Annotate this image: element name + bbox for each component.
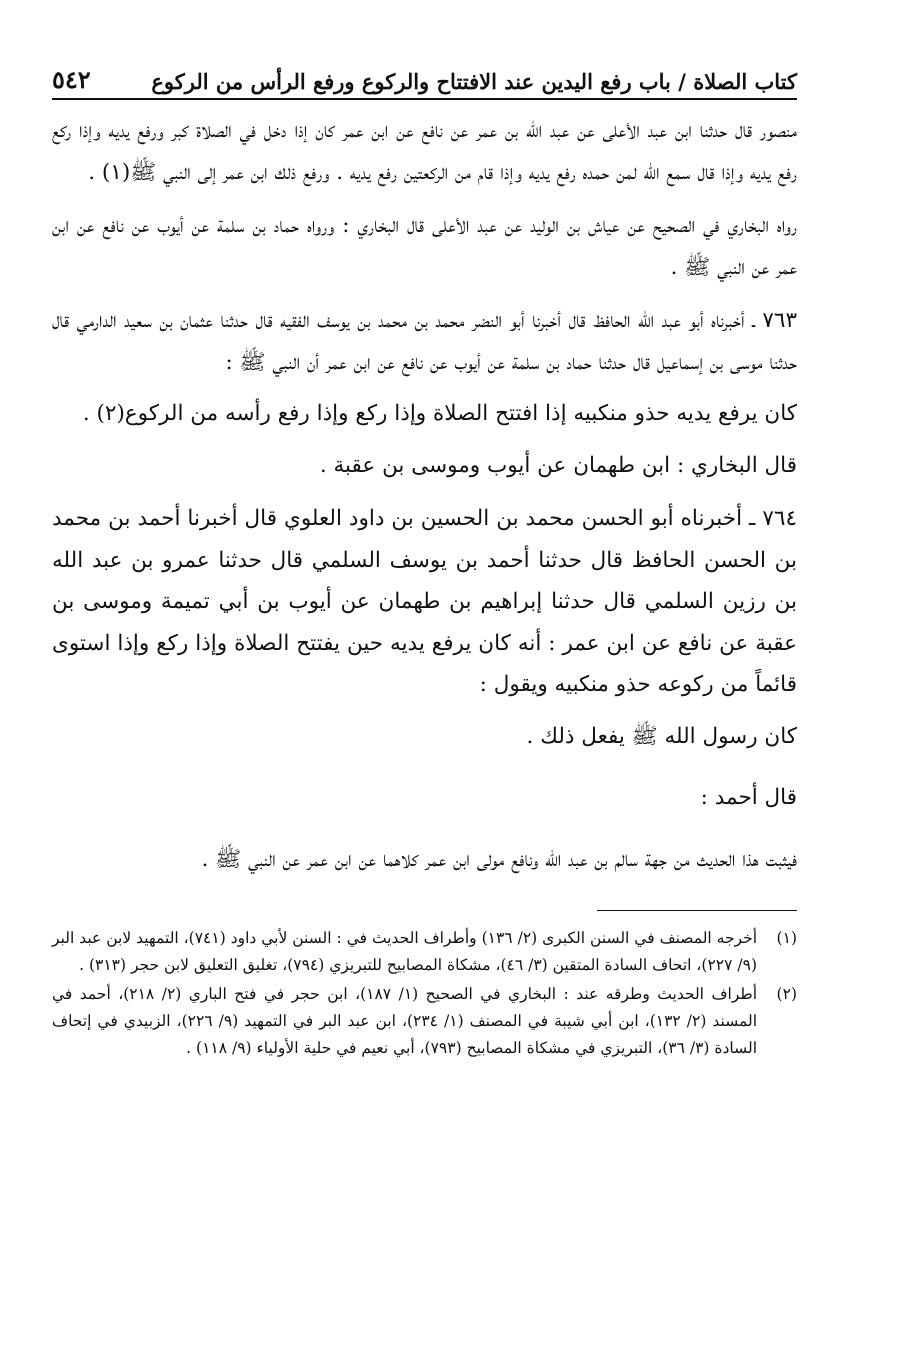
main-text [52, 110, 797, 880]
paragraph-bukhari-said: قال البخاري : ابن طهمان عن أيوب وموسى بن عقبة . [319, 452, 797, 478]
footnote-marker: (٢) [776, 985, 797, 1003]
paragraph-prophet-did: كان رسول الله ﷺ يفعل ذلك . [526, 723, 797, 749]
page-header [52, 40, 797, 100]
footnote-1 [52, 925, 797, 979]
paragraph-ahmad-said: قال أحمد : [700, 785, 797, 810]
footnote-marker: (١) [776, 929, 797, 947]
hadith-763-matn: كان يرفع يديه حذو منكبيه إذا افتتح الصلاة وإذا ركع وإذا رفع رأسه من الركوع(٢) . [82, 401, 797, 426]
footnote-text: أطراف الحديث وطرقه عند : البخاري في الصحيح (١/ ١٨٧)، ابن حجر في فتح الباري (٢/ ٢١٨)، أحمد في المسند (٢/ ١٣٢)، ابن أبي شيبة في المصنف (١/ ٢٣٤)، ابن عبد البر في التمهيد (٩/ ٢٢٦)، الزبيدي في إتحاف السادة (٣/ ٣٦)، التبريزي في مشكاة المصابيح (٧٩٣)، أبي نعيم في حلية الأولياء (٩/ ١١٨) . [52, 985, 758, 1057]
footnote-divider [597, 910, 797, 911]
footnote-text: أخرجه المصنف في السنن الكبرى (٢/ ١٣٦) وأطراف الحديث في : السنن لأبي داود (٧٤١)، التمهيد لابن عبد البر (٩/ ٢٢٧)، اتحاف السادة المتقين (٣/ ٤٦)، مشكاة المصابيح للتبريزي (٧٩٤)، تغليق التعليق لابن حجر (٣١٣) . [52, 929, 757, 974]
paragraph-continuation: منصور قال حدثنا ابن عبد الأعلى عن عبد الله بن عمر عن نافع عن ابن عمر كان إذا دخل في الصلاة كبر ورفع يديه وإذا ركع رفع يديه وإذا قال سمع الله لمن حمده رفع يديه وإذا قام من الركعتين رفع يديه . ورفع ذلك ابن عمر إلى النبي ﷺ(١) . [52, 118, 797, 185]
running-title: كتاب الصلاة / باب رفع اليدين عند الافتتاح والركوع ورفع الرأس من الركوع [151, 69, 797, 94]
paragraph-conclusion: فيثبت هذا الحديث من جهة سالم بن عبد الله ونافع مولى ابن عمر كلاهما عن ابن عمر عن النبي ﷺ . [201, 846, 797, 872]
page-number: ٥٤٢ [52, 65, 91, 94]
hadith-764: ٧٦٤ ـ أخبرناه أبو الحسن محمد بن الحسين بن داود العلوي قال أخبرنا أحمد بن محمد بن الحسن الحافظ قال حدثنا أحمد بن يوسف السلمي قال حدثنا عمرو بن عبد الله بن رزين السلمي قال حدثنا إبراهيم بن طهمان عن أيوب بن أبي تميمة وموسى بن عقبة عن نافع عن ابن عمر : أنه كان يرفع يديه حين يفتتح الصلاة وإذا ركع وإذا استوى قائماً من ركوعه حذو منكبيه ويقول : [52, 506, 797, 697]
book-page [52, 40, 797, 1330]
footnote-2 [52, 981, 797, 1062]
paragraph-bukhari-note: رواه البخاري في الصحيح عن عياش بن الوليد عن عبد الأعلى قال البخاري : ورواه حماد بن سلمة عن أيوب عن نافع عن ابن عمر عن النبي ﷺ . [52, 213, 797, 280]
footnotes [52, 925, 797, 1062]
hadith-763-isnad: ٧٦٣ ـ أخبرناه أبو عبد الله الحافظ قال أخبرنا أبو النضر محمد بن محمد بن يوسف الفقيه قال حدثنا عثمان بن سعيد الدارمي قال حدثنا موسى بن إسماعيل قال حدثنا حماد بن سلمة عن أيوب عن نافع عن ابن عمر أن النبي ﷺ : [52, 308, 797, 375]
